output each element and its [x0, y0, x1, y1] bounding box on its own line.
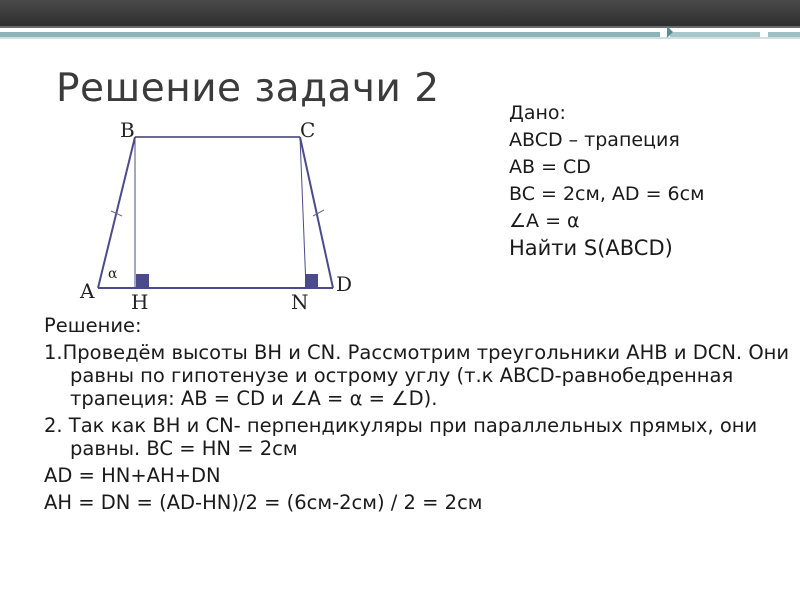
label-a: A — [80, 279, 95, 303]
solution-line-4: AH = DN = (AD-HN)/2 = (6см-2см) / 2 = 2см — [44, 491, 483, 514]
solution-line-3: AD = HN+AH+DN — [44, 464, 221, 487]
solution-step-2: 2. Так как BH и CN- перпендикуляры при параллельных прямых, они равны. BC = HN = 2см — [44, 414, 758, 460]
given-line: ABCD – трапеция — [509, 129, 680, 151]
trapezoid-figure — [70, 110, 370, 310]
label-b: B — [120, 118, 135, 142]
label-n: N — [291, 290, 309, 310]
label-d: D — [336, 272, 353, 296]
solution-block — [44, 314, 794, 514]
top-bar — [0, 0, 800, 26]
label-alpha: α — [108, 266, 118, 282]
given-line: ∠A = α — [509, 210, 580, 232]
label-c: C — [300, 118, 316, 142]
label-h: H — [131, 290, 149, 310]
given-line: BC = 2см, AD = 6см — [509, 183, 705, 205]
right-angle-mark-n — [305, 274, 318, 287]
slide-marker-icon — [667, 26, 673, 38]
slide-title: Решение задачи 2 — [56, 66, 440, 111]
accent-stripe-thin — [0, 37, 800, 39]
solution-header: Решение: — [44, 314, 142, 337]
solution-step-1: 1.Проведём высоты BH и CN. Рассмотрим треугольники AHB и DCN. Они равны по гипотенузе и острому углу (т.к ABCD-равнобедренная трапеция: AB = CD и ∠A = α = ∠D). — [44, 341, 790, 410]
given-header: Дано: — [509, 102, 566, 124]
given-line: AB = CD — [509, 156, 591, 178]
given-find: Найти S(ABCD) — [509, 236, 673, 260]
given-block — [509, 100, 704, 262]
right-angle-mark-h — [136, 274, 149, 287]
tick-cd — [313, 210, 324, 216]
